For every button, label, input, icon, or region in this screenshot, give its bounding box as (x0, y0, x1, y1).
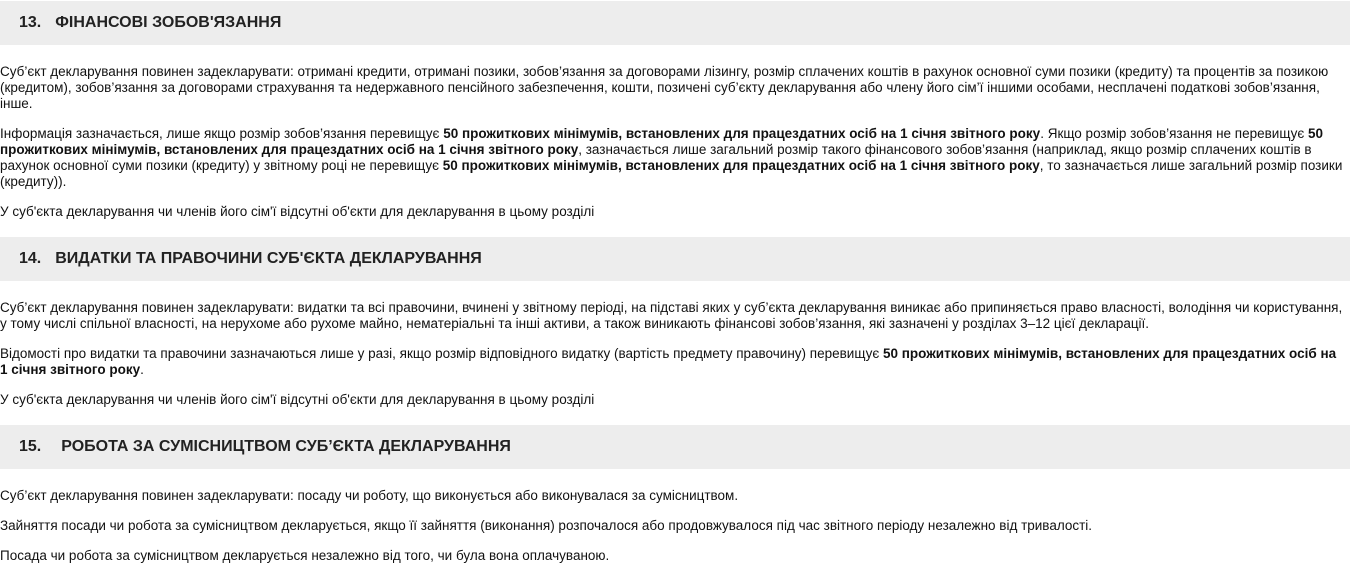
text-run: Відомості про видатки та правочини зазначаються лише у разі, якщо розмір відповідного видатку (вартість предмету правочину) перевищує (0, 346, 883, 361)
section-13-threshold-note (0, 126, 1345, 190)
bold-threshold: 50 прожиткових мінімумів, встановлених для працездатних осіб на 1 січня звітного року (443, 126, 1041, 141)
section-14 (0, 237, 1350, 408)
section-15-title: РОБОТА ЗА СУМІСНИЦТВОМ СУБ’ЄКТА ДЕКЛАРУВАННЯ (61, 438, 511, 455)
section-13-description: Суб’єкт декларування повинен задекларувати: отримані кредити, отримані позики, зобов’язання за договорами лізингу, розмір сплачених коштів в рахунок основної суми позики (кредиту) та процентів за позикою (кредитом), зобов’язання за договорами страхування та недержавного пенсійного забезпечення, кошти, позичені суб’єкту декларування або члену його сім’ї іншими особами, несплачені податкові зобов’язання, інше. (0, 64, 1329, 111)
section-13-empty-notice: У суб'єкта декларування чи членів його сім'ї відсутні об'єкти для декларування в цьому розділі (0, 204, 595, 219)
section-14-empty-notice: У суб'єкта декларування чи членів його сім'ї відсутні об'єкти для декларування в цьому розділі (0, 392, 595, 407)
section-13 (0, 1, 1350, 220)
section-15-payment-note: Посада чи робота за сумісництвом декларується незалежно від того, чи була вона оплачуваною. (0, 548, 610, 563)
section-14-description: Суб’єкт декларування повинен задекларувати: видатки та всі правочини, вчинені у звітному періоді, на підставі яких у суб’єкта декларування виникає або припиняється право власності, володіння чи користування, у тому числі спільної власності, на нерухоме або рухоме майно, нематеріальні та інші активи, а також виникають фінансові зобов’язання, які зазначені у розділах 3–12 цієї декларації. (0, 300, 1343, 331)
bold-threshold: 50 прожиткових мінімумів, встановлених для працездатних осіб на 1 січня звітного року (0, 346, 1337, 377)
section-15-number: 15. (19, 438, 42, 455)
text-run: . (140, 362, 144, 377)
text-run: , то зазначається лише загальний розмір позики (кредиту)). (0, 158, 1343, 189)
section-15-description: Суб’єкт декларування повинен задекларувати: посаду чи роботу, що виконується або виконувалася за сумісництвом. (0, 488, 739, 503)
section-13-title: ФІНАНСОВІ ЗОБОВ'ЯЗАННЯ (55, 14, 282, 31)
section-15-condition-note: Зайняття посади чи робота за сумісництвом декларується, якщо її зайняття (виконання) розпочалося або продовжувалося під час звітного періоду незалежно від тривалості. (0, 518, 1093, 533)
text-run: . Якщо розмір зобов’язання не перевищує (1040, 126, 1308, 141)
section-13-number: 13. (19, 14, 42, 31)
section-13-header (0, 1, 1350, 45)
section-14-threshold-note (0, 346, 1345, 378)
section-14-title: ВИДАТКИ ТА ПРАВОЧИНИ СУБ'ЄКТА ДЕКЛАРУВАННЯ (55, 250, 482, 267)
bold-threshold: 50 прожиткових мінімумів, встановлених для працездатних осіб на 1 січня звітного року (442, 158, 1040, 173)
section-15-header (0, 425, 1350, 469)
text-run: Інформація зазначається, лише якщо розмір зобов’язання перевищує (0, 126, 444, 141)
bold-threshold: 50 прожиткових мінімумів, встановлених для працездатних осіб на 1 січня звітного року (0, 126, 1324, 157)
text-run: , зазначається лише загальний розмір такого фінансового зобов’язання (наприклад, якщо розмір сплачених коштів в рахунок основної суми позики (кредиту) у звітному році не перевищує (0, 142, 1312, 173)
section-14-header (0, 237, 1350, 281)
section-15 (0, 425, 1350, 564)
section-14-number: 14. (19, 250, 42, 267)
